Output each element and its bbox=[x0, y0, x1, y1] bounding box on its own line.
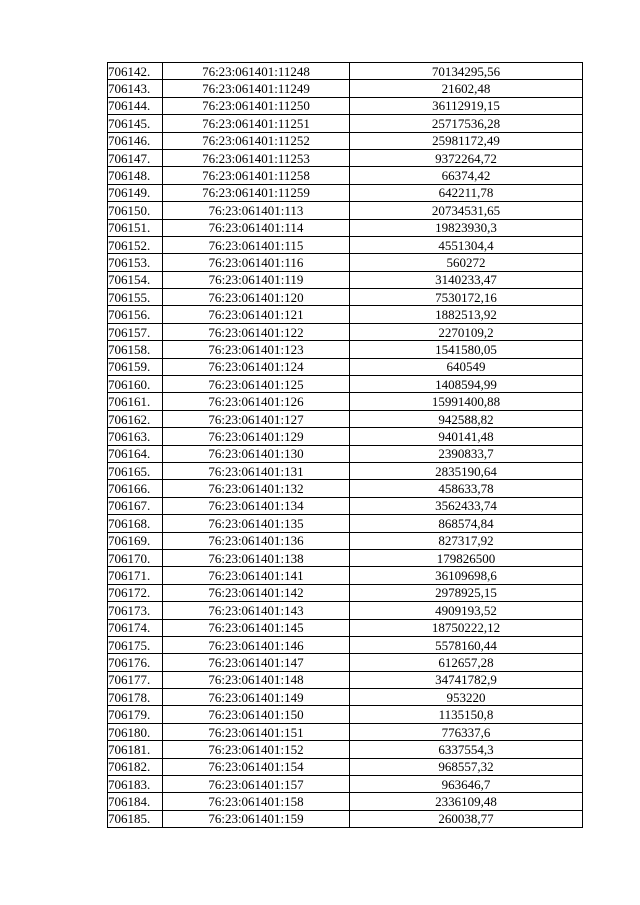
cadastral-number-cell: 76:23:061401:11248 bbox=[163, 63, 350, 80]
cadastral-number-cell: 76:23:061401:138 bbox=[163, 549, 350, 566]
table-row bbox=[108, 776, 583, 793]
cadastral-value-cell: 66374,42 bbox=[350, 167, 583, 184]
cadastral-value-cell: 868574,84 bbox=[350, 515, 583, 532]
table-row bbox=[108, 132, 583, 149]
cadastral-value-cell: 2336109,48 bbox=[350, 793, 583, 810]
cadastral-number-cell: 76:23:061401:143 bbox=[163, 602, 350, 619]
row-number-cell: 706154. bbox=[108, 271, 163, 288]
row-number-cell: 706143. bbox=[108, 80, 163, 97]
cadastral-number-cell: 76:23:061401:122 bbox=[163, 323, 350, 340]
cadastral-value-cell: 20734531,65 bbox=[350, 202, 583, 219]
cadastral-number-cell: 76:23:061401:11258 bbox=[163, 167, 350, 184]
row-number-cell: 706163. bbox=[108, 428, 163, 445]
row-number-cell: 706157. bbox=[108, 323, 163, 340]
cadastral-number-cell: 76:23:061401:159 bbox=[163, 810, 350, 827]
table-row bbox=[108, 358, 583, 375]
row-number-cell: 706145. bbox=[108, 115, 163, 132]
cadastral-value-cell: 642211,78 bbox=[350, 184, 583, 201]
cadastral-number-cell: 76:23:061401:127 bbox=[163, 410, 350, 427]
cadastral-value-cell: 1882513,92 bbox=[350, 306, 583, 323]
table-row bbox=[108, 115, 583, 132]
cadastral-number-cell: 76:23:061401:11251 bbox=[163, 115, 350, 132]
row-number-cell: 706142. bbox=[108, 63, 163, 80]
row-number-cell: 706148. bbox=[108, 167, 163, 184]
cadastral-number-cell: 76:23:061401:146 bbox=[163, 636, 350, 653]
table-row bbox=[108, 689, 583, 706]
cadastral-number-cell: 76:23:061401:158 bbox=[163, 793, 350, 810]
cadastral-value-cell: 560272 bbox=[350, 254, 583, 271]
table-row bbox=[108, 567, 583, 584]
cadastral-value-cell: 260038,77 bbox=[350, 810, 583, 827]
table-row bbox=[108, 602, 583, 619]
table-row bbox=[108, 723, 583, 740]
table-row bbox=[108, 671, 583, 688]
cadastral-number-cell: 76:23:061401:11250 bbox=[163, 97, 350, 114]
cadastral-value-cell: 963646,7 bbox=[350, 776, 583, 793]
row-number-cell: 706172. bbox=[108, 584, 163, 601]
cadastral-value-cell: 1408594,99 bbox=[350, 376, 583, 393]
row-number-cell: 706183. bbox=[108, 776, 163, 793]
cadastral-value-cell: 7530172,16 bbox=[350, 289, 583, 306]
cadastral-value-cell: 36109698,6 bbox=[350, 567, 583, 584]
row-number-cell: 706156. bbox=[108, 306, 163, 323]
cadastral-value-cell: 25717536,28 bbox=[350, 115, 583, 132]
cadastral-number-cell: 76:23:061401:135 bbox=[163, 515, 350, 532]
table-row bbox=[108, 428, 583, 445]
cadastral-number-cell: 76:23:061401:147 bbox=[163, 654, 350, 671]
cadastral-value-cell: 1541580,05 bbox=[350, 341, 583, 358]
table-row bbox=[108, 619, 583, 636]
row-number-cell: 706181. bbox=[108, 741, 163, 758]
row-number-cell: 706151. bbox=[108, 219, 163, 236]
row-number-cell: 706161. bbox=[108, 393, 163, 410]
row-number-cell: 706160. bbox=[108, 376, 163, 393]
cadastral-value-cell: 968557,32 bbox=[350, 758, 583, 775]
row-number-cell: 706150. bbox=[108, 202, 163, 219]
row-number-cell: 706180. bbox=[108, 723, 163, 740]
row-number-cell: 706177. bbox=[108, 671, 163, 688]
cadastral-number-cell: 76:23:061401:123 bbox=[163, 341, 350, 358]
cadastral-number-cell: 76:23:061401:145 bbox=[163, 619, 350, 636]
cadastral-number-cell: 76:23:061401:152 bbox=[163, 741, 350, 758]
row-number-cell: 706175. bbox=[108, 636, 163, 653]
row-number-cell: 706152. bbox=[108, 236, 163, 253]
table-row bbox=[108, 97, 583, 114]
cadastral-number-cell: 76:23:061401:114 bbox=[163, 219, 350, 236]
cadastral-number-cell: 76:23:061401:149 bbox=[163, 689, 350, 706]
cadastral-number-cell: 76:23:061401:126 bbox=[163, 393, 350, 410]
cadastral-value-cell: 21602,48 bbox=[350, 80, 583, 97]
cadastral-value-cell: 827317,92 bbox=[350, 532, 583, 549]
cadastral-value-cell: 2390833,7 bbox=[350, 445, 583, 462]
row-number-cell: 706185. bbox=[108, 810, 163, 827]
cadastral-number-cell: 76:23:061401:119 bbox=[163, 271, 350, 288]
cadastral-number-cell: 76:23:061401:113 bbox=[163, 202, 350, 219]
cadastral-number-cell: 76:23:061401:125 bbox=[163, 376, 350, 393]
table-row bbox=[108, 532, 583, 549]
row-number-cell: 706184. bbox=[108, 793, 163, 810]
table-row bbox=[108, 149, 583, 166]
cadastral-value-cell: 15991400,88 bbox=[350, 393, 583, 410]
cadastral-number-cell: 76:23:061401:132 bbox=[163, 480, 350, 497]
cadastral-number-cell: 76:23:061401:129 bbox=[163, 428, 350, 445]
cadastral-number-cell: 76:23:061401:11252 bbox=[163, 132, 350, 149]
cadastral-value-cell: 5578160,44 bbox=[350, 636, 583, 653]
row-number-cell: 706144. bbox=[108, 97, 163, 114]
table-row bbox=[108, 515, 583, 532]
row-number-cell: 706147. bbox=[108, 149, 163, 166]
cadastral-value-cell: 2270109,2 bbox=[350, 323, 583, 340]
cadastral-number-cell: 76:23:061401:115 bbox=[163, 236, 350, 253]
table-row bbox=[108, 654, 583, 671]
table-row bbox=[108, 741, 583, 758]
table-row bbox=[108, 462, 583, 479]
cadastral-value-cell: 612657,28 bbox=[350, 654, 583, 671]
cadastral-number-cell: 76:23:061401:154 bbox=[163, 758, 350, 775]
row-number-cell: 706153. bbox=[108, 254, 163, 271]
cadastral-value-cell: 953220 bbox=[350, 689, 583, 706]
cadastral-number-cell: 76:23:061401:136 bbox=[163, 532, 350, 549]
cadastral-number-cell: 76:23:061401:131 bbox=[163, 462, 350, 479]
table-row bbox=[108, 549, 583, 566]
row-number-cell: 706182. bbox=[108, 758, 163, 775]
cadastral-value-cell: 34741782,9 bbox=[350, 671, 583, 688]
row-number-cell: 706168. bbox=[108, 515, 163, 532]
table-row bbox=[108, 584, 583, 601]
table-row bbox=[108, 636, 583, 653]
cadastral-value-cell: 179826500 bbox=[350, 549, 583, 566]
cadastral-value-cell: 4551304,4 bbox=[350, 236, 583, 253]
table-row bbox=[108, 758, 583, 775]
table-row bbox=[108, 376, 583, 393]
row-number-cell: 706179. bbox=[108, 706, 163, 723]
table-row bbox=[108, 410, 583, 427]
cadastral-number-cell: 76:23:061401:11253 bbox=[163, 149, 350, 166]
table-row bbox=[108, 254, 583, 271]
table-row bbox=[108, 184, 583, 201]
table-row bbox=[108, 706, 583, 723]
table-row bbox=[108, 810, 583, 827]
row-number-cell: 706169. bbox=[108, 532, 163, 549]
table-row bbox=[108, 236, 583, 253]
cadastral-number-cell: 76:23:061401:157 bbox=[163, 776, 350, 793]
table-row bbox=[108, 497, 583, 514]
cadastral-number-cell: 76:23:061401:120 bbox=[163, 289, 350, 306]
row-number-cell: 706146. bbox=[108, 132, 163, 149]
table-row bbox=[108, 341, 583, 358]
row-number-cell: 706155. bbox=[108, 289, 163, 306]
row-number-cell: 706158. bbox=[108, 341, 163, 358]
cadastral-value-cell: 3562433,74 bbox=[350, 497, 583, 514]
cadastral-number-cell: 76:23:061401:148 bbox=[163, 671, 350, 688]
table-row bbox=[108, 393, 583, 410]
cadastral-value-cell: 2835190,64 bbox=[350, 462, 583, 479]
cadastral-value-table bbox=[107, 62, 583, 828]
cadastral-value-cell: 19823930,3 bbox=[350, 219, 583, 236]
cadastral-value-cell: 2978925,15 bbox=[350, 584, 583, 601]
table-row bbox=[108, 793, 583, 810]
cadastral-number-cell: 76:23:061401:134 bbox=[163, 497, 350, 514]
table-row bbox=[108, 202, 583, 219]
cadastral-number-cell: 76:23:061401:124 bbox=[163, 358, 350, 375]
cadastral-value-cell: 942588,82 bbox=[350, 410, 583, 427]
cadastral-number-cell: 76:23:061401:150 bbox=[163, 706, 350, 723]
row-number-cell: 706173. bbox=[108, 602, 163, 619]
row-number-cell: 706174. bbox=[108, 619, 163, 636]
row-number-cell: 706166. bbox=[108, 480, 163, 497]
table-row bbox=[108, 167, 583, 184]
cadastral-value-cell: 1135150,8 bbox=[350, 706, 583, 723]
table-row bbox=[108, 306, 583, 323]
table-row bbox=[108, 271, 583, 288]
cadastral-value-cell: 18750222,12 bbox=[350, 619, 583, 636]
cadastral-number-cell: 76:23:061401:116 bbox=[163, 254, 350, 271]
cadastral-number-cell: 76:23:061401:141 bbox=[163, 567, 350, 584]
cadastral-value-cell: 70134295,56 bbox=[350, 63, 583, 80]
cadastral-value-cell: 6337554,3 bbox=[350, 741, 583, 758]
row-number-cell: 706171. bbox=[108, 567, 163, 584]
cadastral-value-cell: 4909193,52 bbox=[350, 602, 583, 619]
row-number-cell: 706178. bbox=[108, 689, 163, 706]
cadastral-value-cell: 776337,6 bbox=[350, 723, 583, 740]
row-number-cell: 706164. bbox=[108, 445, 163, 462]
row-number-cell: 706167. bbox=[108, 497, 163, 514]
table-row bbox=[108, 219, 583, 236]
cadastral-value-cell: 25981172,49 bbox=[350, 132, 583, 149]
cadastral-value-cell: 458633,78 bbox=[350, 480, 583, 497]
table-row bbox=[108, 480, 583, 497]
table-row bbox=[108, 80, 583, 97]
cadastral-value-cell: 36112919,15 bbox=[350, 97, 583, 114]
cadastral-number-cell: 76:23:061401:121 bbox=[163, 306, 350, 323]
table-body bbox=[108, 63, 583, 828]
cadastral-number-cell: 76:23:061401:11259 bbox=[163, 184, 350, 201]
cadastral-number-cell: 76:23:061401:142 bbox=[163, 584, 350, 601]
cadastral-value-cell: 640549 bbox=[350, 358, 583, 375]
cadastral-value-cell: 940141,48 bbox=[350, 428, 583, 445]
row-number-cell: 706170. bbox=[108, 549, 163, 566]
row-number-cell: 706176. bbox=[108, 654, 163, 671]
cadastral-value-cell: 9372264,72 bbox=[350, 149, 583, 166]
cadastral-number-cell: 76:23:061401:11249 bbox=[163, 80, 350, 97]
row-number-cell: 706165. bbox=[108, 462, 163, 479]
row-number-cell: 706162. bbox=[108, 410, 163, 427]
row-number-cell: 706149. bbox=[108, 184, 163, 201]
cadastral-number-cell: 76:23:061401:151 bbox=[163, 723, 350, 740]
table-row bbox=[108, 445, 583, 462]
cadastral-number-cell: 76:23:061401:130 bbox=[163, 445, 350, 462]
table-row bbox=[108, 289, 583, 306]
table-row bbox=[108, 323, 583, 340]
row-number-cell: 706159. bbox=[108, 358, 163, 375]
table-row bbox=[108, 63, 583, 80]
cadastral-value-cell: 3140233,47 bbox=[350, 271, 583, 288]
